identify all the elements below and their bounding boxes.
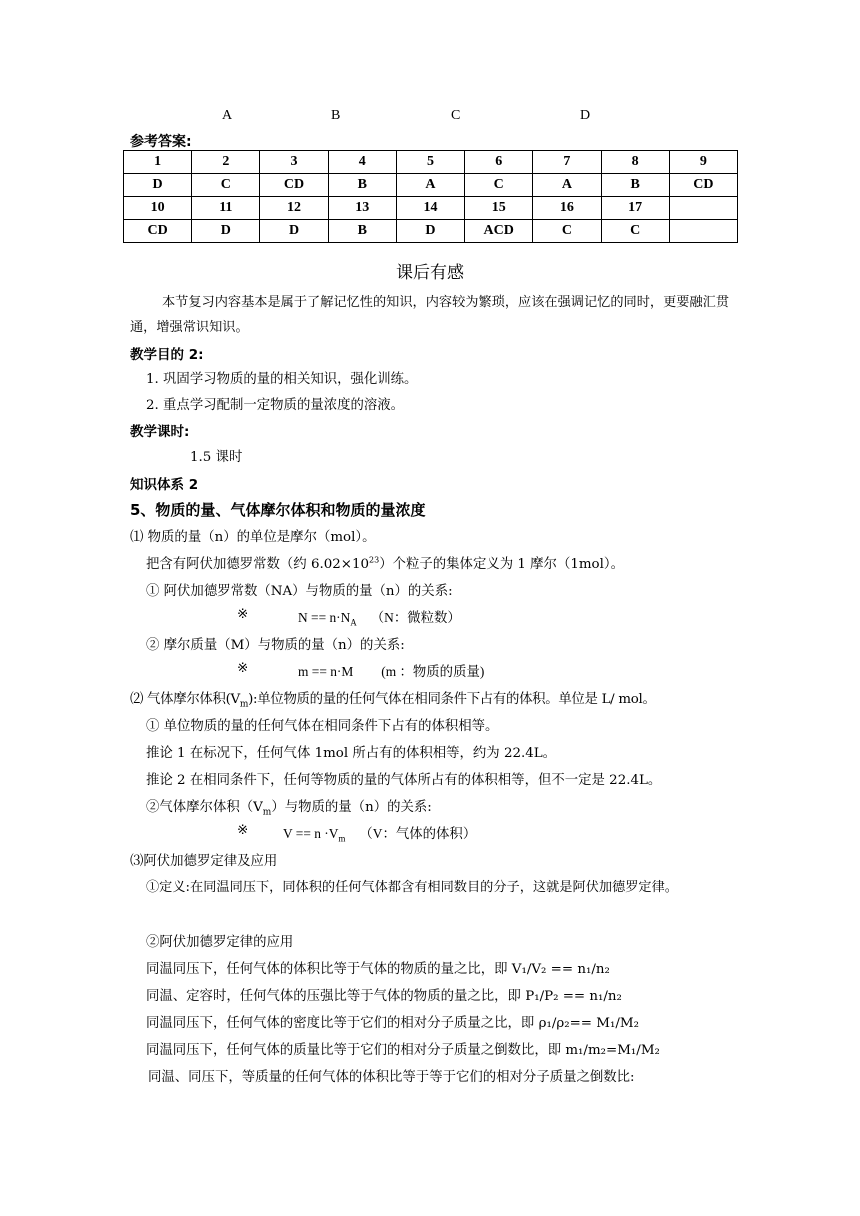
text-line: ① 单位物质的量的任何气体在相同条件下占有的体积相等。 — [146, 719, 499, 734]
table-cell: 1 — [124, 151, 192, 174]
table-cell: D — [124, 174, 192, 197]
option-d: D — [580, 108, 591, 123]
table-cell: ACD — [465, 220, 533, 243]
table-cell: A — [396, 174, 464, 197]
table-cell: C — [533, 220, 601, 243]
objectives-heading: 教学目的 2: — [130, 347, 204, 363]
table-row — [124, 151, 738, 174]
subscript: A — [350, 617, 357, 628]
text-line: ② 摩尔质量（M）与物质的量（n）的关系: — [146, 638, 405, 653]
reference-mark: ※ — [237, 823, 249, 838]
table-cell: 11 — [192, 197, 260, 220]
table-cell — [669, 220, 737, 243]
table-cell: A — [533, 174, 601, 197]
text-line: 同温同压下，任何气体的体积比等于气体的物质的量之比，即 V₁/V₂ == n₁/n₂ — [146, 962, 610, 977]
text-line — [146, 553, 624, 572]
table-cell — [669, 197, 737, 220]
table-cell: CD — [669, 174, 737, 197]
text-line — [146, 796, 432, 818]
table-cell: C — [601, 220, 669, 243]
table-cell: 8 — [601, 151, 669, 174]
knowledge-heading: 知识体系 2 — [130, 477, 199, 493]
answer-table — [123, 150, 738, 243]
table-cell: D — [260, 220, 328, 243]
table-cell: B — [601, 174, 669, 197]
table-cell: 12 — [260, 197, 328, 220]
table-cell: D — [396, 220, 464, 243]
text-line: ⑴ 物质的量（n）的单位是摩尔（mol）。 — [130, 530, 376, 545]
table-cell: 16 — [533, 197, 601, 220]
formula — [298, 661, 484, 680]
formula-text: N == n·N — [298, 610, 351, 625]
reference-mark: ※ — [237, 607, 249, 622]
table-cell: 15 — [465, 197, 533, 220]
answers-label: 参考答案: — [130, 134, 192, 150]
table-cell: 2 — [192, 151, 260, 174]
option-b: B — [331, 108, 341, 123]
table-cell: B — [328, 220, 396, 243]
table-cell: 5 — [396, 151, 464, 174]
hours-value: 1.5 课时 — [190, 450, 243, 465]
formula-note: (m ：物质的质量) — [381, 664, 485, 679]
table-cell: 7 — [533, 151, 601, 174]
text-fragment: ):单位物质的量的任何气体在相同条件下占有的体积。单位是 L/ mol。 — [248, 692, 656, 707]
table-cell: CD — [260, 174, 328, 197]
subscript: m — [239, 699, 249, 710]
text-line: 同温同压下，任何气体的密度比等于它们的相对分子质量之比，即 ρ₁/ρ₂== M₁/M₂ — [146, 1016, 639, 1031]
subscript: m — [338, 833, 346, 844]
table-cell: 17 — [601, 197, 669, 220]
table-row — [124, 174, 738, 197]
reflection-title: 课后有感 — [396, 263, 464, 283]
text-fragment: ）个粒子的集体定义为 1 摩尔（1mol）。 — [379, 557, 624, 572]
table-cell: C — [192, 174, 260, 197]
text-line: ②阿伏加德罗定律的应用 — [146, 935, 294, 950]
table-cell: B — [328, 174, 396, 197]
formula-text: V == n ·V — [283, 826, 339, 841]
text-line: ① 阿伏加德罗常数（NA）与物质的量（n）的关系: — [146, 584, 453, 599]
text-fragment: ②气体摩尔体积（V — [146, 800, 263, 815]
option-c: C — [451, 108, 461, 123]
text-paragraph: ①定义:在同温同压下，同体积的任何气体都含有相同数目的分子，这就是阿伏加德罗定律。 — [146, 880, 678, 895]
option-a: A — [222, 108, 233, 123]
superscript: 23 — [369, 555, 380, 565]
text-line: 同温同压下，任何气体的质量比等于它们的相对分子质量之倒数比，即 m₁/m₂=M₁/M₂ — [146, 1043, 660, 1058]
table-cell: 9 — [669, 151, 737, 174]
text-line: 同温、定容时，任何气体的压强比等于气体的物质的量之比，即 P₁/P₂ == n₁/n₂ — [146, 989, 622, 1004]
reflection-paragraph: 本节复习内容基本是属于了解记忆性的知识，内容较为繁琐，应该在强调记忆的同时，更要融汇贯通，增强常识知识。 — [130, 295, 730, 335]
formula-note: （V：气体的体积） — [359, 826, 477, 841]
text-line: 推论 1 在标况下，任何气体 1mol 所占有的体积相等，约为 22.4L。 — [146, 746, 557, 761]
formula — [298, 607, 461, 628]
table-cell: 13 — [328, 197, 396, 220]
text-line: ⑶阿伏加德罗定律及应用 — [130, 854, 278, 869]
formula — [283, 823, 476, 844]
objective-1: 1. 巩固学习物质的量的相关知识，强化训练。 — [146, 372, 418, 387]
text-fragment: 把含有阿伏加德罗常数（约 6.02×10 — [146, 557, 370, 572]
formula-note: （N：微粒数） — [370, 610, 461, 625]
text-fragment: ）与物质的量（n）的关系: — [271, 800, 432, 815]
hours-heading: 教学课时: — [130, 424, 190, 440]
table-row — [124, 197, 738, 220]
table-row — [124, 220, 738, 243]
subscript: m — [262, 807, 272, 818]
table-cell: 10 — [124, 197, 192, 220]
text-line: 推论 2 在相同条件下，任何等物质的量的气体所占有的体积相等，但不一定是 22.4L。 — [146, 773, 662, 788]
table-cell: C — [465, 174, 533, 197]
table-cell: CD — [124, 220, 192, 243]
section-title: 5、物质的量、气体摩尔体积和物质的量浓度 — [130, 501, 426, 519]
text-line: 同温、同压下，等质量的任何气体的体积比等于等于它们的相对分子质量之倒数比: — [148, 1070, 635, 1085]
table-cell: 14 — [396, 197, 464, 220]
reference-mark: ※ — [237, 661, 249, 676]
text-fragment: ⑵ 气体摩尔体积(V — [130, 692, 240, 707]
table-cell: D — [192, 220, 260, 243]
table-cell: 6 — [465, 151, 533, 174]
formula-text: m == n·M — [298, 664, 354, 679]
objective-2: 2. 重点学习配制一定物质的量浓度的溶液。 — [146, 398, 405, 413]
table-cell: 3 — [260, 151, 328, 174]
text-line — [130, 688, 656, 710]
table-cell: 4 — [328, 151, 396, 174]
